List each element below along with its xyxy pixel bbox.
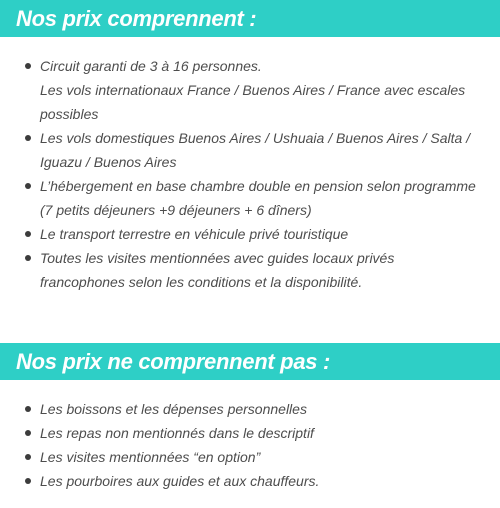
list-item xyxy=(0,445,500,469)
list-item-text: Les visites mentionnées “en option” xyxy=(40,449,261,465)
list-item-text: Le transport terrestre en véhicule privé touristique xyxy=(40,226,349,242)
list-item xyxy=(0,174,500,222)
excluded-section xyxy=(0,343,500,493)
included-list xyxy=(0,54,500,294)
list-item-text: Les pourboires aux guides et aux chauffeurs. xyxy=(40,473,320,489)
excluded-header: Nos prix ne comprennent pas : xyxy=(0,343,500,380)
bullet-icon xyxy=(25,231,31,237)
list-item-text: Les boissons et les dépenses personnelles xyxy=(40,401,307,417)
list-item xyxy=(0,54,500,126)
bullet-icon xyxy=(25,430,31,436)
list-item-text: Les repas non mentionnés dans le descriptif xyxy=(40,425,314,441)
list-item xyxy=(0,397,500,421)
bullet-icon xyxy=(25,406,31,412)
bullet-icon xyxy=(25,63,31,69)
list-item xyxy=(0,222,500,246)
list-item-text: Circuit garanti de 3 à 16 personnes. xyxy=(40,58,262,74)
list-item xyxy=(0,421,500,445)
list-item-text: Les vols internationaux France / Buenos Aires / France avec escales possibles xyxy=(40,82,466,122)
list-item-text: Toutes les visites mentionnées avec guides locaux privés francophones selon les conditions et la disponibilité. xyxy=(40,250,395,290)
bullet-icon xyxy=(25,183,31,189)
list-item xyxy=(0,469,500,493)
list-item xyxy=(0,126,500,174)
bullet-icon xyxy=(25,454,31,460)
list-item xyxy=(0,246,500,294)
excluded-list xyxy=(0,397,500,493)
list-item-text: L’hébergement en base chambre double en pension selon programme (7 petits déjeuners +9 déjeuners + 6 dîners) xyxy=(40,178,476,218)
list-item-text: Les vols domestiques Buenos Aires / Ushuaia / Buenos Aires / Salta / Iguazu / Buenos Aires xyxy=(40,130,471,170)
bullet-icon xyxy=(25,255,31,261)
bullet-icon xyxy=(25,135,31,141)
bullet-icon xyxy=(25,478,31,484)
included-header: Nos prix comprennent : xyxy=(0,0,500,37)
